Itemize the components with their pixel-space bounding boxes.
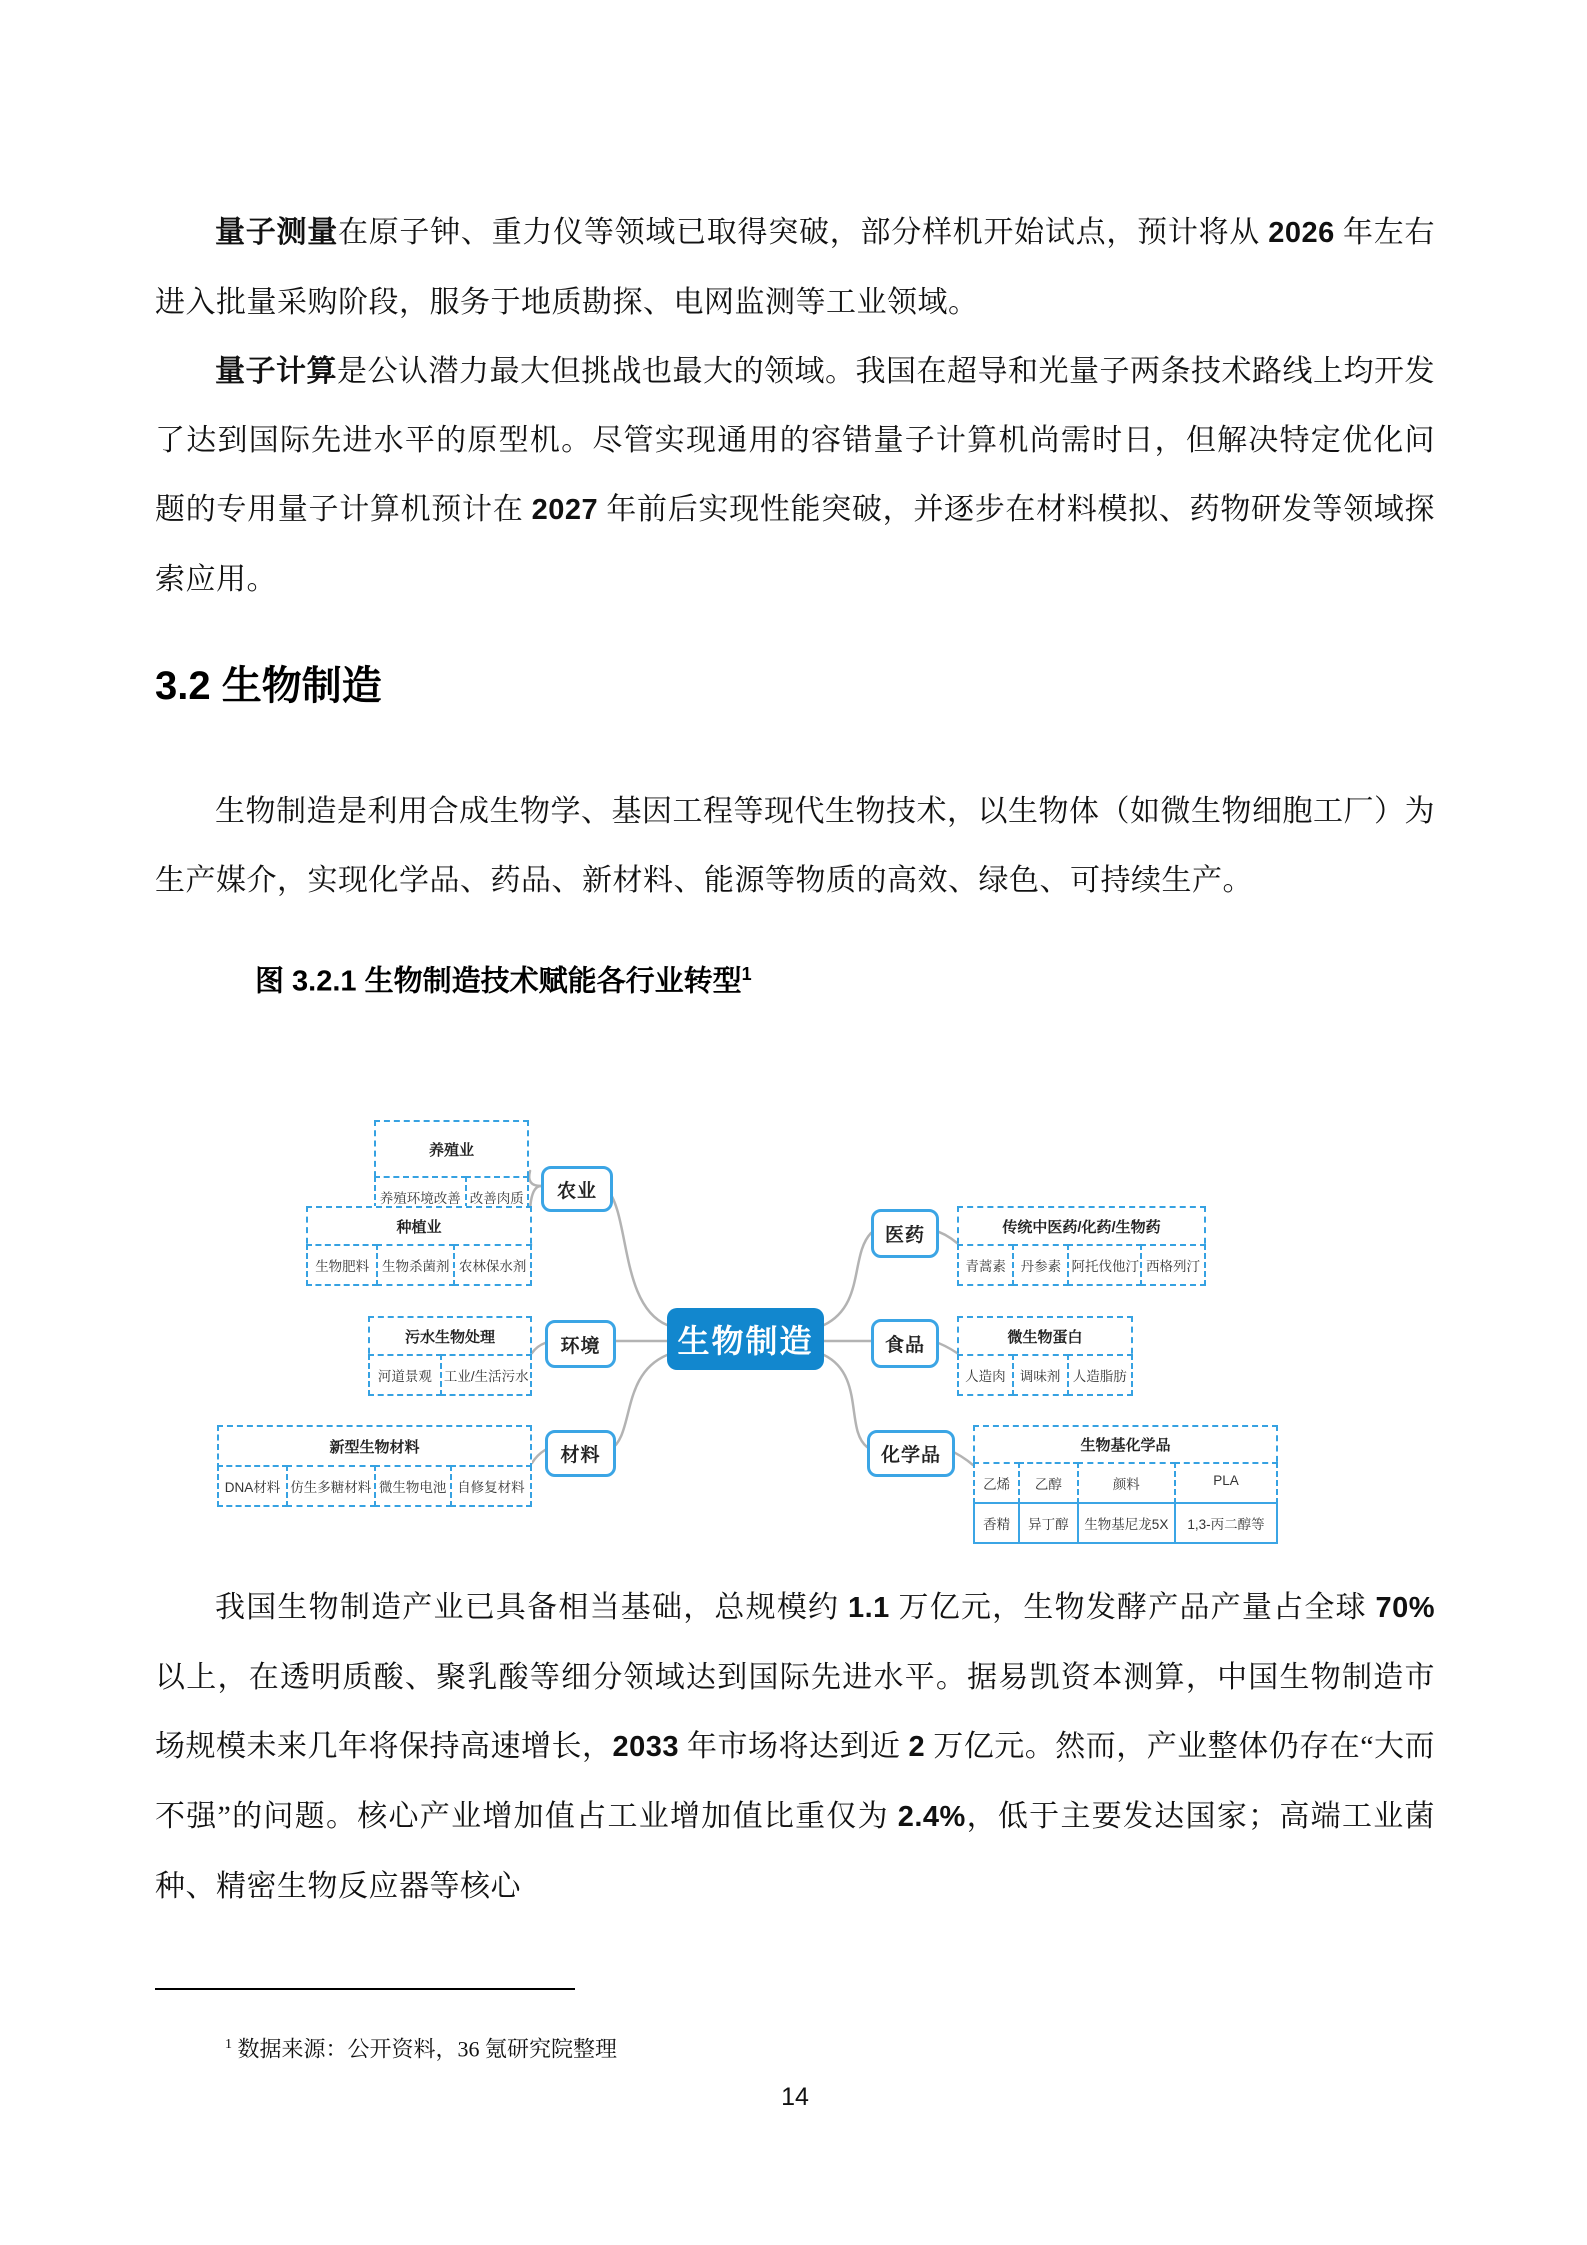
topic-title: 种植业 — [396, 1218, 442, 1236]
topic-items — [957, 1354, 1133, 1396]
topic-item: 香精 — [973, 1502, 1020, 1544]
paragraph-text: 万亿元。然而，产业整体仍存在“大而不强”的问题。核心产业增加值占工业增加值比重仅为 — [155, 1730, 1436, 1833]
topic-item: 调味剂 — [1012, 1354, 1069, 1396]
topic-title: 新型生物材料 — [329, 1438, 420, 1456]
topic-item: DNA材料 — [217, 1465, 288, 1507]
footnote-text: 数据来源：公开资料，36 氪研究院整理 — [232, 2036, 618, 2062]
topic-box-new-biomaterials — [217, 1425, 532, 1507]
paragraph-industry-status — [155, 1573, 1435, 1921]
topic-item: 西格列汀 — [1140, 1244, 1206, 1286]
topic-items-row2 — [973, 1502, 1278, 1544]
branch-node-environment: 环境 — [545, 1320, 616, 1368]
year-2033: 2033 — [612, 1731, 680, 1763]
page-number: 14 — [781, 2083, 809, 2111]
topic-items — [368, 1354, 532, 1396]
topic-item: 河道景观 — [368, 1354, 442, 1396]
topic-items-row1 — [973, 1462, 1278, 1504]
footnote-divider — [155, 1988, 575, 1990]
topic-item: 乙烯 — [973, 1462, 1020, 1504]
topic-item: 颜料 — [1077, 1462, 1177, 1504]
paragraph-text: 是公认潜力最大但挑战也最大的领域。我国在超导和光量子两条技术路线上均开发了达到国际先进水平的原型机。尽管实现通用的容错量子计算机尚需时日，但解决特定优化问题的专用量子计算机预计在 — [155, 355, 1435, 526]
topic-item: 生物基尼龙5X — [1077, 1502, 1177, 1544]
topic-item: 异丁醇 — [1018, 1502, 1078, 1544]
topic-box-breeding — [374, 1120, 529, 1218]
value-2: 2 — [908, 1731, 926, 1763]
figure-caption — [155, 954, 1435, 1002]
year-2026: 2026 — [1268, 217, 1335, 249]
paragraph-text: ，低于主要发达国家；高端工业菌种、精密生物反应器等核心 — [155, 1800, 1435, 1903]
biomanufacturing-mindmap — [200, 1105, 1300, 1565]
topic-title: 养殖业 — [428, 1141, 474, 1159]
footnote — [155, 2025, 1435, 2069]
footnote-number: 1 — [225, 2037, 232, 2052]
branch-node-chemicals: 化学品 — [867, 1430, 955, 1477]
paragraph-text: 年前后实现性能突破，并逐步在材料模拟、药物研发等领域探索应用。 — [155, 493, 1436, 596]
value-1-1: 1.1 — [848, 1592, 890, 1624]
branch-node-medicine: 医药 — [871, 1209, 939, 1258]
topic-item: 工业/生活污水 — [440, 1354, 532, 1396]
paragraph-text: 在原子钟、重力仪等领域已取得突破，部分样机开始试点，预计将从 — [337, 216, 1269, 249]
topic-item: 仿生多糖材料 — [286, 1465, 376, 1507]
topic-item: 乙醇 — [1018, 1462, 1078, 1504]
topic-item: 人造肉 — [957, 1354, 1014, 1396]
paragraph-text: 以上，在透明质酸、聚乳酸等细分领域达到国际先进水平。据易凯资本测算，中国生物制造市场规模未来几年将保持高速增长， — [155, 1661, 1435, 1763]
center-node-biomanufacturing: 生物制造 — [667, 1308, 824, 1370]
topic-item: 青蒿素 — [957, 1244, 1014, 1286]
paragraph-biomanufacturing-intro: 生物制造是利用合成生物学、基因工程等现代生物技术，以生物体（如微生物细胞工厂）为生产媒介，实现化学品、药品、新材料、能源等物质的高效、绿色、可持续生产。 — [155, 795, 1435, 897]
paragraph-quantum-computing — [155, 337, 1435, 614]
topic-box-traditional-medicine — [957, 1206, 1206, 1286]
branch-node-food: 食品 — [871, 1319, 939, 1368]
topic-item: 农林保水剂 — [453, 1244, 532, 1286]
footnote-marker: 1 — [741, 964, 752, 984]
topic-box-sewage-treatment — [368, 1316, 532, 1396]
branch-node-materials: 材料 — [545, 1430, 616, 1477]
topic-item: 改善肉质 — [465, 1176, 529, 1218]
topic-box-planting — [306, 1206, 532, 1286]
value-70pct: 70% — [1375, 1592, 1436, 1624]
paragraph-text: 万亿元，生物发酵产品产量占全球 — [889, 1591, 1376, 1624]
paragraph-text: 年左右进入批量采购阶段，服务于地质勘探、电网监测等工业领域。 — [155, 216, 1436, 319]
paragraph-text: 我国生物制造产业已具备相当基础，总规模约 — [215, 1591, 848, 1624]
topic-items — [957, 1244, 1206, 1286]
topic-item: 养殖环境改善 — [374, 1176, 467, 1218]
topic-item: 生物肥料 — [306, 1244, 378, 1286]
figure-caption-text: 图 3.2.1 生物制造技术赋能各行业转型 — [255, 965, 742, 998]
bold-term-quantum-computing: 量子计算 — [215, 355, 337, 388]
topic-item: 自修复材料 — [450, 1465, 532, 1507]
topic-item: 微生物电池 — [374, 1465, 452, 1507]
value-2-4pct: 2.4% — [897, 1801, 966, 1833]
year-2027: 2027 — [531, 494, 599, 526]
topic-title: 生物基化学品 — [1080, 1437, 1171, 1454]
topic-title: 微生物蛋白 — [1007, 1328, 1083, 1346]
section-heading: 3.2 生物制造 — [155, 664, 382, 708]
topic-items — [306, 1244, 532, 1286]
topic-box-microbial-protein — [957, 1316, 1133, 1396]
topic-box-biobased-chemicals — [973, 1425, 1278, 1544]
topic-title: 污水生物处理 — [404, 1328, 495, 1346]
topic-item: PLA — [1174, 1462, 1278, 1504]
topic-item: 1,3-丙二醇等 — [1174, 1502, 1278, 1544]
topic-item: 阿托伐他汀 — [1067, 1244, 1142, 1286]
branch-node-agriculture: 农业 — [541, 1166, 613, 1212]
topic-items — [217, 1465, 532, 1507]
topic-title: 传统中医药/化药/生物药 — [1002, 1218, 1161, 1236]
topic-item: 丹参素 — [1012, 1244, 1069, 1286]
topic-item: 人造脂肪 — [1067, 1354, 1134, 1396]
paragraph-text: 年市场将达到近 — [679, 1730, 909, 1763]
bold-term-quantum-measurement: 量子测量 — [215, 216, 338, 249]
topic-item: 生物杀菌剂 — [376, 1244, 455, 1286]
paragraph-quantum-measurement — [155, 198, 1435, 337]
